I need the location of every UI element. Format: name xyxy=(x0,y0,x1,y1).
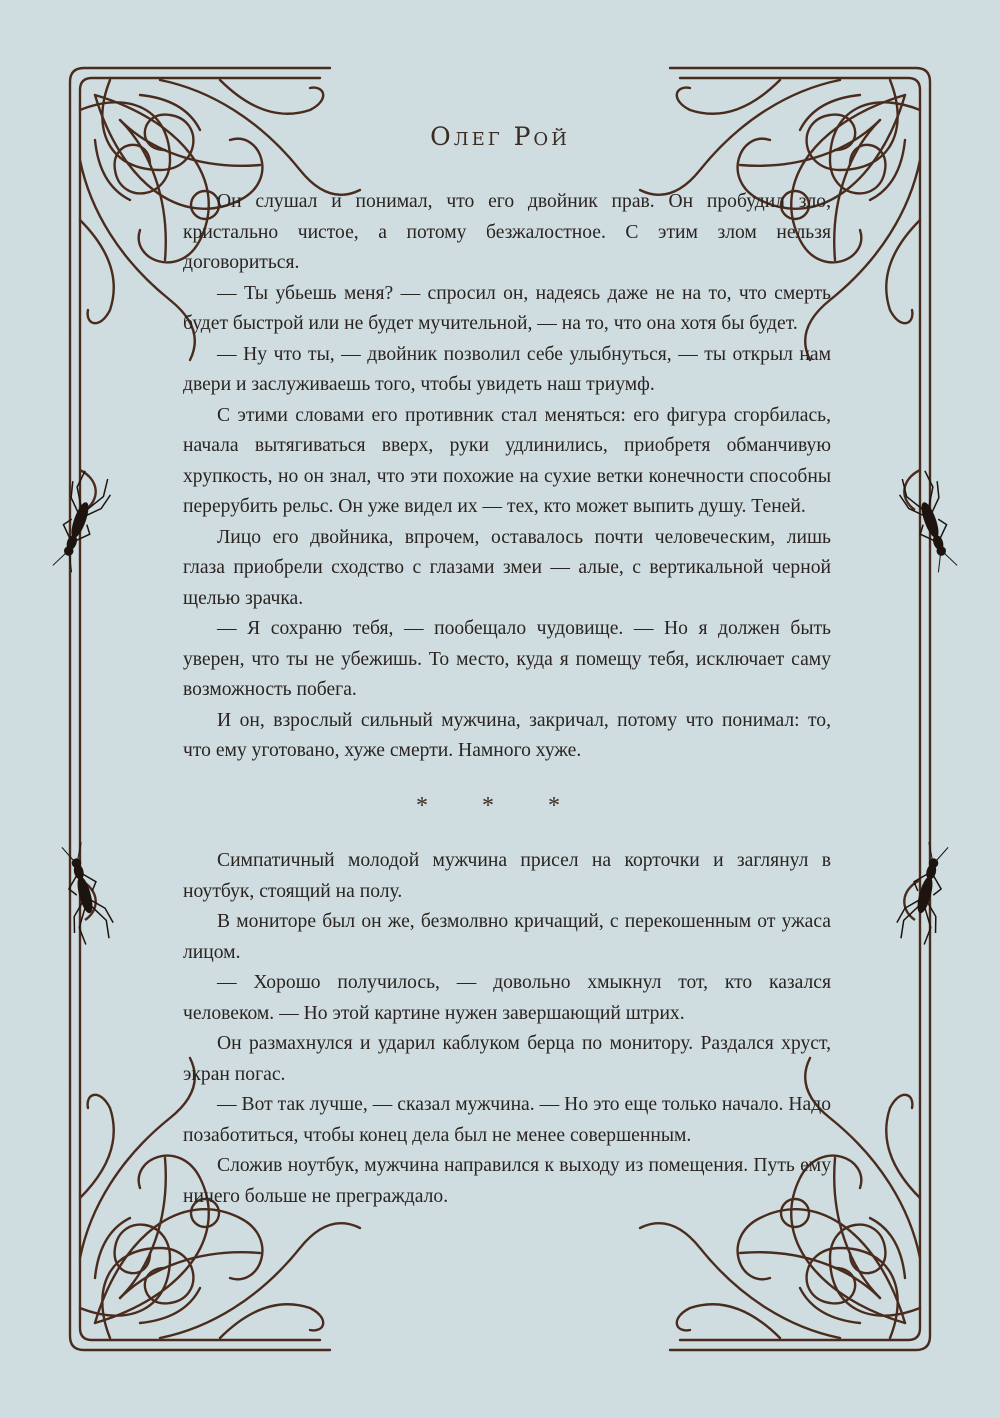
mantis-icon-left-lower xyxy=(52,840,117,947)
paragraph: — Ну что ты, — двойник позволил себе улыбнуться, — ты открыл нам двери и заслуживаешь того, чтобы увидеть наш триумф. xyxy=(183,343,831,395)
paragraph: Сложив ноутбук, мужчина направился к выходу из помещения. Путь ему ничего больше не преграждало. xyxy=(183,1155,831,1207)
paragraph: Симпатичный молодой мужчина присел на корточки и заглянул в ноутбук, стоящий на полу. xyxy=(183,850,831,902)
mantis-icon-right-lower xyxy=(893,840,958,947)
paragraph: Лицо его двойника, впрочем, оставалось почти человеческим, лишь глаза приобрели сходство с глазами змеи — алые, с вертикальной черной щелью зрачка. xyxy=(183,526,831,609)
paragraph: — Ты убьешь меня? — спросил он, надеясь даже не на то, что смерть будет быстрой или не будет мучительной, — на то, что она хотя бы будет. xyxy=(183,282,831,334)
paragraph: С этими словами его противник стал меняться: его фигура сгорбилась, начала вытягиваться вверх, руки удлинились, приобретя обманчивую хрупкость, но он знал, что эти похожие на сухие ветки конечности способны перерубить рельс. Он уже видел их — тех, кто может выпить душу. Теней. xyxy=(183,404,831,517)
running-header-author: Олег Рой xyxy=(430,122,570,151)
paragraph: — Хорошо получилось, — довольно хмыкнул тот, кто казался человеком. — Но этой картине нужен завершающий штрих. xyxy=(183,972,831,1024)
story-section-1 xyxy=(183,187,831,767)
section-separator: * * * xyxy=(416,793,584,819)
paragraph: — Я сохраню тебя, — пообещало чудовище. — Но я должен быть уверен, что ты не убежишь. То место, куда я помещу тебя, исключает саму возможность побега. xyxy=(183,618,831,700)
paragraph: Он слушал и понимал, что его двойник прав. Он пробудил зло, кристально чистое, а потому безжалостное. С этим злом нельзя договориться. xyxy=(183,191,831,273)
story-section-2 xyxy=(183,846,831,1212)
paragraph: В мониторе был он же, безмолвно кричащий, с перекошенным от ужаса лицом. xyxy=(183,911,831,963)
paragraph: И он, взрослый сильный мужчина, закричал, потому что понимал: то, что ему уготовано, хуже смерти. Намного хуже. xyxy=(183,709,831,761)
paragraph: Он размахнулся и ударил каблуком берца по монитору. Раздался хруст, экран погас. xyxy=(183,1033,831,1085)
paragraph: — Вот так лучше, — сказал мужчина. — Но это еще только начало. Надо позаботиться, чтобы конец дела был не менее совершенным. xyxy=(183,1094,831,1146)
